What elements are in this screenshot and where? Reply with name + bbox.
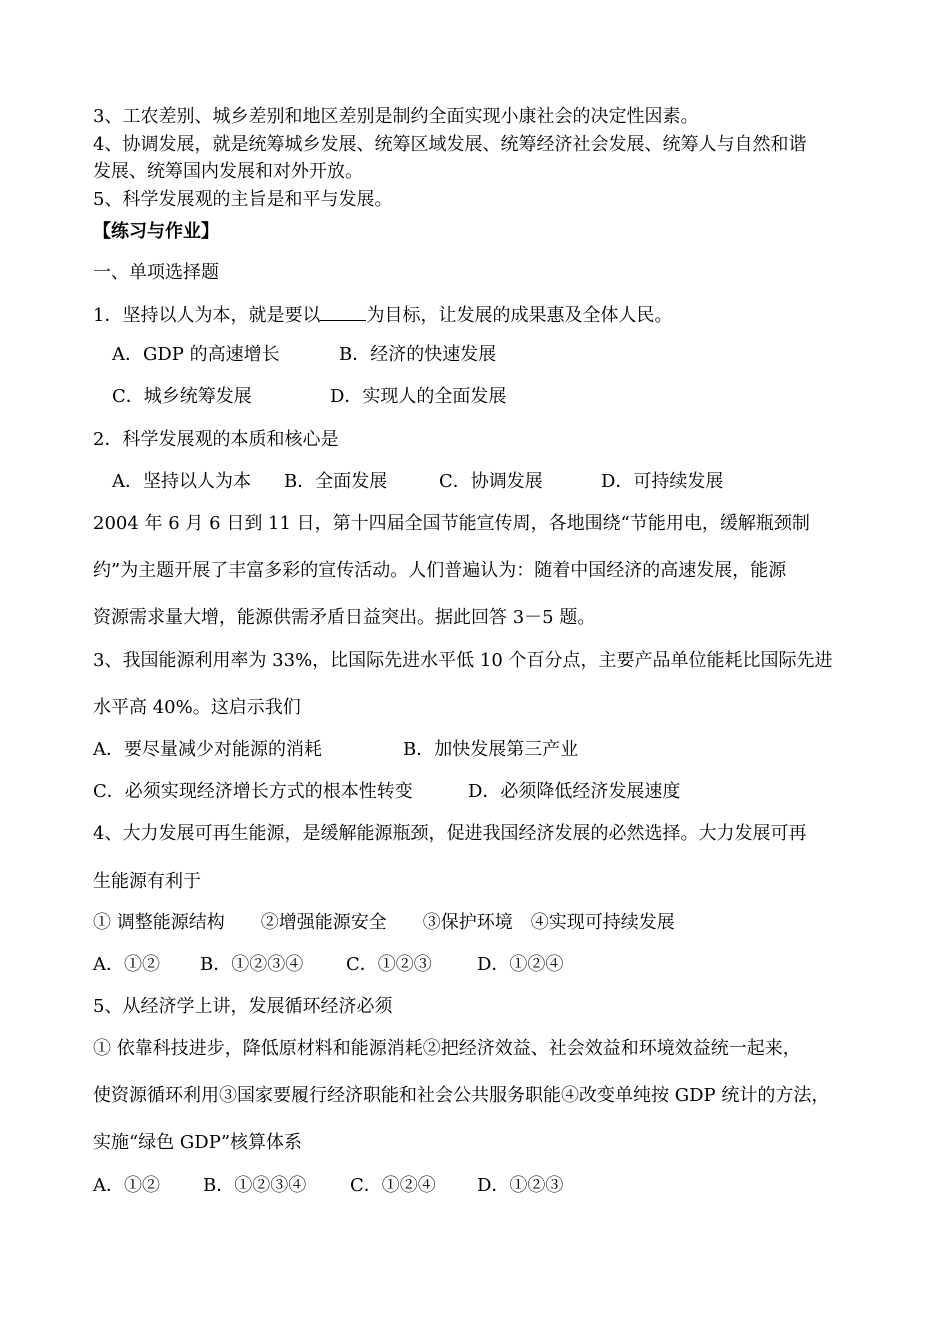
- passage-line-3: 资源需求量大增，能源供需矛盾日益突出。据此回答 3－5 题。: [93, 607, 596, 628]
- question-2-option-d: D．可持续发展: [601, 471, 724, 492]
- question-2-option-b: B．全面发展: [284, 471, 388, 492]
- part-title: 一、单项选择题: [93, 262, 219, 283]
- question-3-options-row-1: [93, 739, 578, 761]
- question-5-option-c: C．①②④: [350, 1175, 436, 1196]
- question-3-option-d: D．必须降低经济发展速度: [468, 781, 681, 802]
- question-1-options-row-1: [112, 344, 496, 366]
- section-title: 【练习与作业】: [93, 221, 219, 242]
- question-1-stem-end: 为目标，让发展的成果惠及全体人民。: [366, 305, 673, 326]
- question-2-option-a: A．坚持以人为本: [112, 471, 251, 492]
- question-2-stem: 2．科学发展观的本质和核心是: [93, 429, 339, 450]
- question-3-option-b: B．加快发展第三产业: [403, 739, 579, 760]
- question-2-option-c: C．协调发展: [439, 471, 543, 492]
- question-5-option-b: B．①②③④: [203, 1175, 307, 1196]
- answer-blank: [320, 302, 366, 321]
- question-1-option-d: D．实现人的全面发展: [330, 386, 507, 407]
- question-3-stem-line-1: 3、我国能源利用率为 33%，比国际先进水平低 10 个百分点，主要产品单位能耗比国际先进: [93, 650, 833, 671]
- question-4-options: [93, 954, 563, 976]
- question-5-items-line-2: 使资源循环利用③国家要履行经济职能和社会公共服务职能④改变单纯按 GDP 统计的方法，: [93, 1085, 830, 1106]
- question-3-options-row-2: [93, 781, 680, 803]
- passage-line-1: 2004 年 6 月 6 日到 11 日，第十四届全国节能宣传周，各地围绕“节能用电，缓解瓶颈制: [93, 513, 810, 534]
- question-5-stem: 5、从经济学上讲，发展循环经济必须: [93, 996, 393, 1017]
- question-1-option-c: C．城乡统筹发展: [112, 386, 252, 407]
- question-1-stem-start: 1．坚持以人为本，就是要以: [93, 305, 321, 326]
- question-3-option-a: A．要尽量减少对能源的消耗: [93, 739, 322, 760]
- question-5-items-line-3: 实施“绿色 GDP”核算体系: [93, 1132, 303, 1153]
- question-1-options-row-2: [112, 386, 506, 408]
- question-5-option-d: D．①②③: [477, 1175, 564, 1196]
- question-4-option-d: D．①②④: [477, 954, 564, 975]
- statement-5: 5、科学发展观的主旨是和平与发展。: [93, 189, 393, 210]
- question-5-options: [93, 1175, 563, 1197]
- question-3-option-c: C．必须实现经济增长方式的根本性转变: [93, 781, 413, 802]
- question-4-stem-line-2: 生能源有利于: [93, 871, 201, 892]
- question-1-option-a: A．GDP 的高速增长: [112, 344, 280, 365]
- question-1-stem: [93, 302, 672, 327]
- question-1-option-b: B．经济的快速发展: [339, 344, 497, 365]
- question-5-option-a: A．①②: [93, 1175, 160, 1196]
- question-3-stem-line-2: 水平高 40%。这启示我们: [93, 697, 301, 718]
- question-5-items-line-1: ① 依靠科技进步，降低原材料和能源消耗②把经济效益、社会效益和环境效益统一起来，: [93, 1038, 801, 1059]
- question-4-stem-line-1: 4、大力发展可再生能源，是缓解能源瓶颈，促进我国经济发展的必然选择。大力发展可再: [93, 823, 807, 844]
- question-4-option-c: C．①②③: [346, 954, 432, 975]
- question-4-items: ① 调整能源结构 ②增强能源安全 ③保护环境 ④实现可持续发展: [93, 912, 675, 933]
- question-4-option-a: A．①②: [93, 954, 160, 975]
- statement-4-line-1: 4、协调发展，就是统筹城乡发展、统筹区域发展、统筹经济社会发展、统筹人与自然和谐: [93, 134, 807, 155]
- passage-line-2: 约”为主题开展了丰富多彩的宣传活动。人们普遍认为：随着中国经济的高速发展，能源: [93, 560, 787, 581]
- statement-4-line-2: 发展、统筹国内发展和对外开放。: [93, 161, 363, 182]
- statement-3: 3、工农差别、城乡差别和地区差别是制约全面实现小康社会的决定性因素。: [93, 106, 699, 127]
- question-4-option-b: B．①②③④: [200, 954, 304, 975]
- question-2-options: [112, 471, 723, 493]
